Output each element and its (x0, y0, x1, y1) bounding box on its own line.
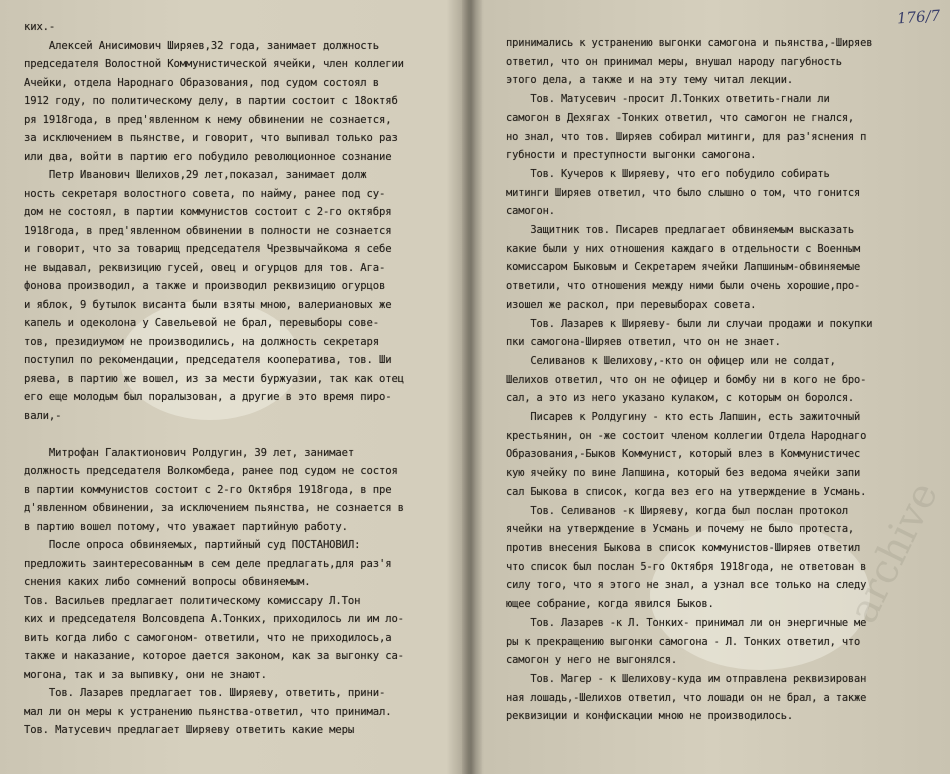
text-line: его еще молодым был поралызован, а другие в это время пиро- (24, 391, 392, 403)
text-line: но знал, что тов. Ширяев собирал митинги, для раз'яснения п (506, 130, 867, 143)
page-number: 176/7 (896, 6, 941, 28)
text-line: ющее собрание, когда явился Быков. (506, 598, 714, 611)
text-line: Тов. Селиванов -к Ширяеву, когда был послан протокол (506, 504, 848, 517)
text-line: ность секретаря волостного совета, по найму, ранее под су- (24, 187, 386, 200)
text-line: Тов. Лазарев к Ширяеву- были ли случаи продажи и покупки (506, 317, 873, 330)
watermark: archive (840, 474, 948, 631)
text-line (24, 425, 458, 444)
text-line: д'явленном обвинении, за исключением пьянства, не сознается в (24, 502, 404, 514)
text-line: вали,- (24, 409, 62, 422)
text-line: ры к прекращению выгонки самогона - Л. Тонких ответил, что (506, 635, 861, 648)
text-line: ная лошадь,-Шелихов ответил, что лошади он не брал, а также (506, 691, 867, 704)
text-line: тов, президиумом не производились, на должность секретаря (24, 335, 379, 348)
text-line: Селиванов к Шелихову,-кто он офицер или не солдат, (506, 354, 836, 367)
text-line: митинги Ширяев ответил, что было слышно о том, что гонится (506, 186, 861, 199)
text-line: ких и председателя Волсовдепа А.Тонких, приходилось ли им ло- (24, 613, 404, 625)
text-line: предложить заинтересованным в сем деле предлагать,для раз'я (24, 557, 392, 570)
text-line: 1918года, в пред'явленном обвинении в полности не сознается (24, 224, 392, 237)
text-line: После опроса обвиняемых, партийный суд ПОСТАНОВИЛ: (24, 539, 361, 551)
right-page (482, 0, 950, 774)
text-line: или два, войти в партию его побудило революционное сознание (24, 150, 392, 163)
text-line: Шелихов ответил, что он не офицер и бомбу ни в кого не бро- (506, 373, 867, 386)
text-line: комиссаром Быковым и Секретарем ячейки Лапшиным-обвиняемые (506, 261, 861, 274)
text-line: сал Быкова в список, когда вез его на утверждение в Усмань. (506, 485, 867, 498)
text-line: принимались к устранению выгонки самогона и пьянства,-Ширяев (506, 37, 873, 49)
text-line: капель и одеколона у Савельевой не брал, перевыборы сове- (24, 317, 379, 329)
text-line: изошел же раскол, при перевыборах совета. (506, 298, 757, 311)
text-line: самогон в Дехягах -Тонких ответил, что самогон не гнался, (506, 111, 855, 124)
text-line: губности и преступности выгонки самогона. (506, 149, 757, 162)
text-line: самогон у него не выгонялся. (506, 654, 677, 667)
left-page (0, 0, 462, 774)
text-line: Защитник тов. Писарев предлагает обвиняемым высказать (506, 224, 855, 237)
text-line: этого дела, а также и на эту тему читал лекции. (506, 74, 793, 87)
text-line: ответили, что отношения между ними были очень хорошие,про- (506, 280, 861, 293)
text-line: что список был послан 5-го Октября 1918года, не ответован в (506, 560, 867, 573)
text-line: председателя Волостной Коммунистической ячейки, член коллегии (24, 58, 404, 70)
page-gutter (462, 0, 482, 774)
text-line: и говорит, что за товарищ председателя Чрезвычайкома я себе (24, 243, 392, 255)
text-line: ряева, в партию же вошел, из за мести буржуазии, так как отец (24, 372, 404, 385)
text-line: пки самогона-Ширяев ответил, что он не знает. (506, 336, 781, 349)
text-line: фонова производил, а также и производил реквизицию огурцов (24, 280, 386, 292)
text-line: Алексей Анисимович Ширяев,32 года, занимает должность (24, 39, 379, 52)
text-line: Тов. Матусевич предлагает Ширяеву ответить какие меры (24, 724, 355, 736)
text-line: могона, так и за выпивку, они не знают. (24, 668, 267, 681)
text-line: поступил по рекомендации, председателя кооператива, тов. Ши (24, 354, 392, 366)
text-line: Тов. Матусевич -просит Л.Тонких ответить-гнали ли (506, 93, 830, 106)
text-line: в партии коммунистов состоит с 2-го Октября 1918года, в пре (24, 483, 392, 496)
text-line: должность председателя Волкомбеда, ранее под судом не состоя (24, 465, 398, 477)
text-line: против внесения Быкова в список коммунистов-Ширяев ответил (506, 541, 861, 554)
text-line: снения каких либо сомнений вопросы обвиняемым. (24, 576, 311, 588)
text-line: в партию вошел потому, что уважает партийную работу. (24, 520, 348, 533)
text-line: кую ячейку по вине Лапшина, который без ведома ячейки запи (506, 467, 861, 480)
text-line: ответил, что он принимал меры, внушал народу пагубность (506, 55, 842, 68)
text-line: ких.- (24, 21, 56, 33)
text-line: Петр Иванович Шелихов,29 лет,показал, занимает долж (24, 169, 367, 181)
text-line: ря 1918года, в пред'явленном к нему обвинении не сознается, (24, 113, 392, 126)
text-line: 1912 году, по политическому делу, в партии состоит с 18октяб (24, 95, 398, 107)
text-line: реквизиции и конфискации мною не производилось. (506, 710, 793, 723)
text-line: Ачейки, отдела Народнаго Образования, под судом состоял в (24, 76, 379, 89)
text-line: Тов. Магер - к Шелихову-куда им отправлена реквизирован (506, 672, 867, 685)
text-line: какие были у них отношения каждаго в отдельности с Военным (506, 242, 861, 255)
text-line: Тов. Кучеров к Ширяеву, что его побудило собирать (506, 167, 830, 180)
text-line: Тов. Лазарев -к Л. Тонких- принимал ли он энергичные ме (506, 616, 867, 629)
text-line: крестьянин, он -же состоит членом коллегии Отдела Народнаго (506, 429, 867, 442)
text-line: мал ли он меры к устранению пьянства-ответил, что принимал. (24, 705, 392, 718)
text-line: силу того, что я этого не знал, а узнал все только на следу (506, 579, 867, 592)
text-line: не выдавал, реквизицию гусей, овец и огурцов для тов. Ага- (24, 261, 386, 274)
text-line: Митрофан Галактионович Ролдугин, 39 лет, занимает (24, 446, 355, 459)
text-line: дом не состоял, в партии коммунистов состоит с 2-го октября (24, 206, 392, 218)
text-line: Тов. Лазарев предлагает тов. Ширяеву, ответить, прини- (24, 687, 386, 699)
text-line: сал, а это из него указано кулаком, с которым он боролся. (506, 392, 855, 405)
text-line: вить когда либо с самогоном- ответили, что не приходилось,а (24, 631, 392, 644)
text-line: за исключением в пьянстве, и говорит, что выпивал только раз (24, 132, 398, 144)
text-line: самогон. (506, 205, 555, 218)
text-line: Тов. Васильев предлагает политическому комиссару Л.Тон (24, 594, 361, 607)
text-line: также и наказание, которое дается законом, как за выгонку са- (24, 650, 404, 662)
text-line: Писарев к Ролдугину - кто есть Лапшин, есть зажиточный (506, 411, 861, 424)
text-line: Образования,-Быков Коммунист, который влез в Коммунистичес (506, 448, 861, 461)
text-line: и яблок, 9 бутылок висанта были взяты мною, валериановых же (24, 298, 392, 311)
text-line: ячейки на утверждение в Усмань и почему не было протеста, (506, 523, 855, 536)
